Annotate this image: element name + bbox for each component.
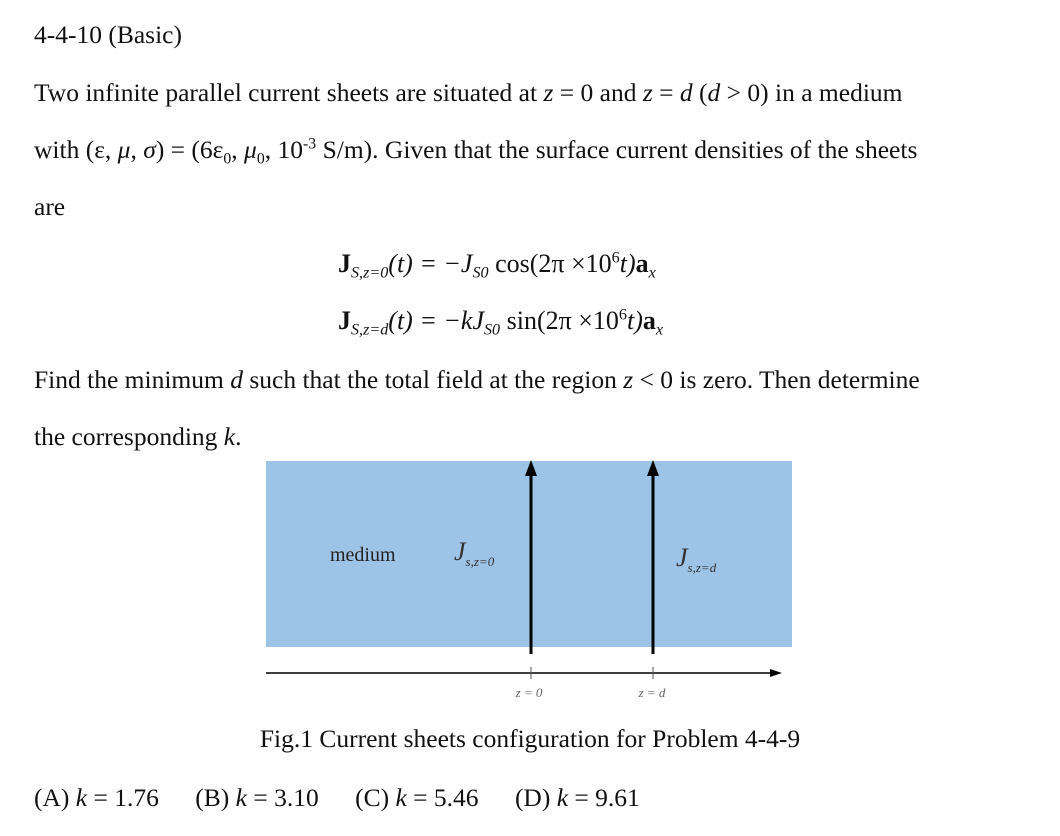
equation-sheet-z0: $J_{S,z=0}(t) = -J_{S0}$ $\cos(2\pi \times 10^6t)a_x$ <box>338 249 656 282</box>
problem-line-6: the corresponding k. <box>34 422 242 451</box>
answer-choices <box>34 783 670 813</box>
problem-line-4: are <box>34 192 66 221</box>
sheet-zd-label: $J_{s,z=d}$ <box>676 543 717 575</box>
figure-caption: Fig.1 Current sheets configuration for Problem 4-4-9 <box>259 724 801 753</box>
equation-sheet-zd: $J_{S,z=d}(t) = -kJ_{S0}$ $\sin(2\pi \times 10^6t)a_x$ <box>338 306 664 339</box>
choice-d[interactable]: (D) k = 9.61 <box>514 783 640 812</box>
problem-id: 4-4-10 (Basic) <box>34 20 182 49</box>
choice-c[interactable]: (C) k = 5.46 <box>355 783 479 812</box>
choice-a[interactable]: (A) k = 1.76 <box>34 783 159 812</box>
choice-b[interactable]: (B) k = 3.10 <box>195 783 319 812</box>
z-axis-arrowhead <box>770 669 782 677</box>
tick-zd-label: z = d <box>638 685 666 700</box>
sheet-z0-label: $J_{s,z=0}$ <box>454 537 495 569</box>
problem-line-5: Find the minimum d such that the total field at the region z < 0 is zero. Then determine <box>34 365 920 394</box>
problem-line-2: Two infinite parallel current sheets are situated at z = 0 and z = d (d > 0) in a medium <box>34 78 903 107</box>
problem-line-3: with (ε, μ, $\sigma) = (6\varepsilon_0$, $\mu_0$, $10^{-3}$ S/m). Given that the surface current densities of the sheets <box>34 135 918 168</box>
medium-label: medium <box>330 544 396 566</box>
tick-z0-label: z = 0 <box>515 685 543 700</box>
